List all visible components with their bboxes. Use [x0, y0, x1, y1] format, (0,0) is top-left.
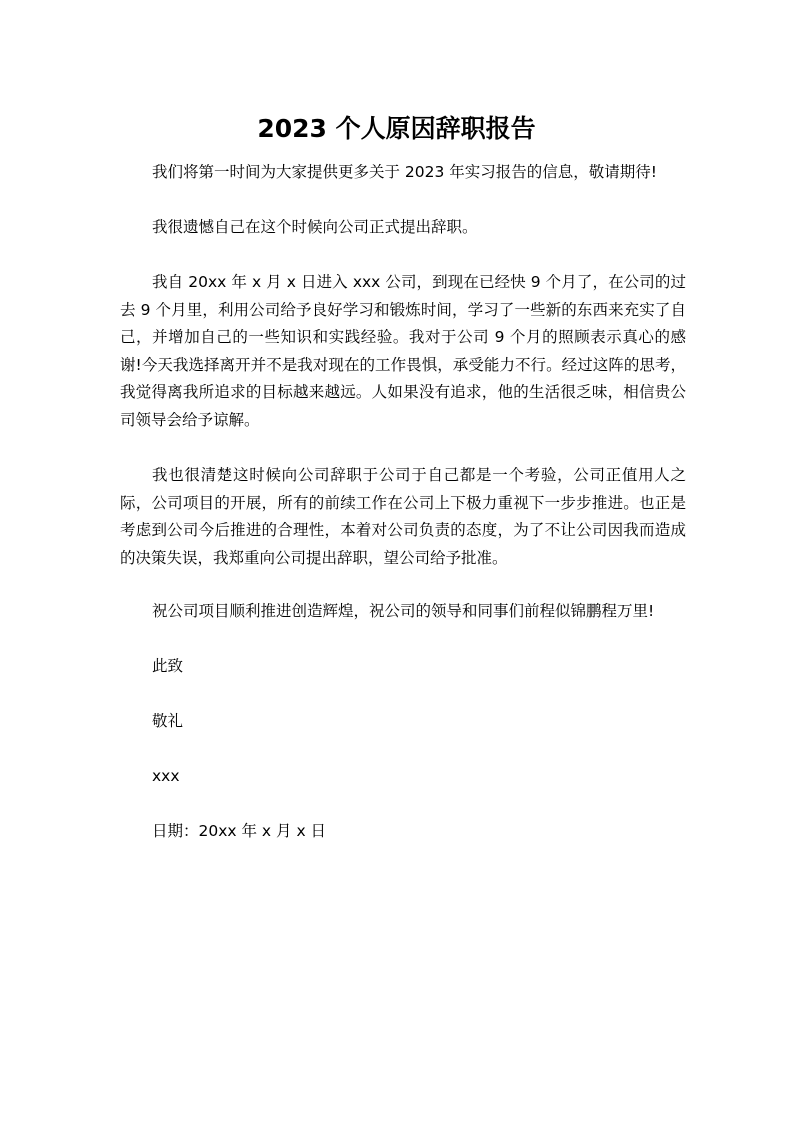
closing-regards: 敬礼: [152, 712, 184, 730]
closing-salutation: 此致: [152, 657, 184, 675]
date-line: 日期：20xx 年 x 月 x 日: [152, 822, 327, 840]
document-title: 2023 个人原因辞职报告: [257, 114, 536, 143]
signature: xxx: [152, 767, 180, 785]
body-paragraph-2: 我也很清楚这时候向公司辞职于公司于自己都是一个考验，公司正值用人之际，公司项目的开展，所有的前续工作在公司上下极力重视下一步步推进。也正是考虑到公司今后推进的合理性，本着对公司负责的态度，为了不让公司因我而造成的决策失误，我郑重向公司提出辞职，望公司给予批准。: [120, 466, 686, 567]
opening-paragraph: 我很遗憾自己在这个时候向公司正式提出辞职。: [152, 218, 478, 236]
wishes-paragraph: 祝公司项目顺利推进创造辉煌，祝公司的领导和同事们前程似锦鹏程万里!: [152, 602, 655, 620]
intro-paragraph: 我们将第一时间为大家提供更多关于 2023 年实习报告的信息，敬请期待!: [152, 163, 658, 181]
body-paragraph-1: 我自 20xx 年 x 月 x 日进入 xxx 公司，到现在已经快 9 个月了，在公司的过去 9 个月里，利用公司给予良好学习和锻炼时间，学习了一些新的东西来充实了自己，并增加自己的一些知识和实践经验。我对于公司 9 个月的照顾表示真心的感谢!今天我选择离开并不是我对现在的工作畏惧，承受能力不行。经过这阵的思考，我觉得离我所追求的目标越来越远。人如果没有追求，他的生活很乏味，相信贵公司领导会给予谅解。: [120, 273, 686, 429]
